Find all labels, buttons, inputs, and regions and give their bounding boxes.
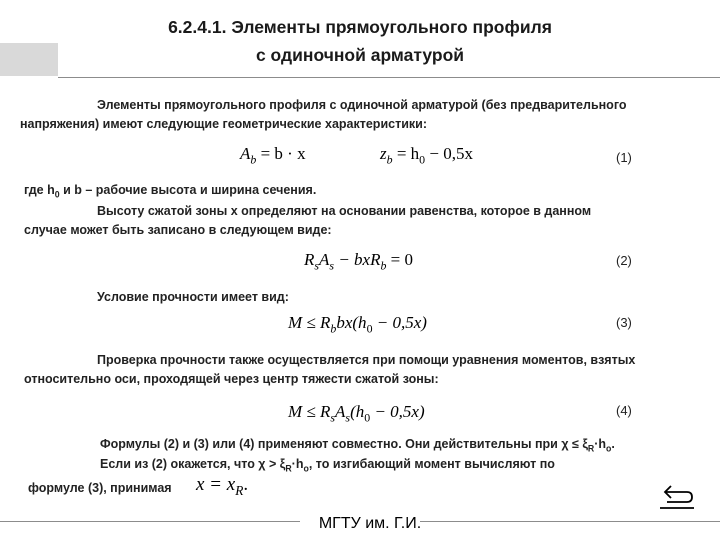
formula-4: $M \le R_sA_s(h_0 - 0,5x)$ bbox=[288, 402, 425, 425]
title-divider bbox=[58, 77, 720, 78]
height-text-line-1: Высоту сжатой зоны x определяют на основании равенства, которое в данном bbox=[97, 204, 592, 218]
where-text: где $h_0$ и b – рабочие высота и ширина сечения. bbox=[24, 183, 317, 200]
strength-condition-text: Условие прочности имеет вид: bbox=[97, 290, 289, 304]
formula-2: $R_sA_s - bxR_b = 0$ bbox=[304, 250, 414, 273]
intro-line-2: напряжения) имеют следующие геометрические характеристики: bbox=[20, 117, 427, 131]
height-text-line-2: случае может быть записано в следующем виде: bbox=[24, 223, 332, 237]
footer-rule-left bbox=[0, 521, 300, 522]
formulas-text-line-2: Если из (2) окажется, что $\chi > \xi_R\cdot h_о$, то изгибающий момент вычисляют по bbox=[100, 457, 555, 474]
return-button[interactable] bbox=[657, 483, 697, 511]
formula-3: $M \le R_bbx(h_0 - 0,5x)$ bbox=[288, 313, 427, 336]
equation-number-4: (4) bbox=[616, 403, 632, 418]
equation-number-1: (1) bbox=[616, 150, 632, 165]
footer-rule-right bbox=[420, 521, 720, 522]
page-title-line-1: 6.2.4.1. Элементы прямоугольного профиля bbox=[168, 17, 552, 37]
intro-line-1: Элементы прямоугольного профиля с одиночной арматурой (без предварительного bbox=[97, 98, 627, 112]
equation-number-2: (2) bbox=[616, 253, 632, 268]
check-text-line-1: Проверка прочности также осуществляется при помощи уравнения моментов, взятых bbox=[97, 353, 636, 367]
formulas-text-line-1: Формулы (2) и (3) или (4) применяют совместно. Они действительны при $\chi \le \xi_R\cdot h_о$. bbox=[100, 437, 615, 454]
equation-number-3: (3) bbox=[616, 315, 632, 330]
page-title-line-2: с одиночной арматурой bbox=[255, 45, 465, 65]
check-text-line-2: относительно оси, проходящей через центр тяжести сжатой зоны: bbox=[24, 372, 439, 386]
return-arrow-icon bbox=[657, 483, 697, 511]
formula-1-lever-arm: $z_b = h_0 - 0,5x$ bbox=[380, 144, 473, 167]
formula-1-area: $A_b = b \cdot x$ bbox=[240, 144, 306, 167]
formula-5: $x = x_R$. bbox=[196, 474, 249, 498]
footer-university-name: МГТУ им. Г.И. bbox=[318, 515, 422, 532]
formulas-text-line-3: формуле (3), принимая bbox=[28, 481, 172, 495]
